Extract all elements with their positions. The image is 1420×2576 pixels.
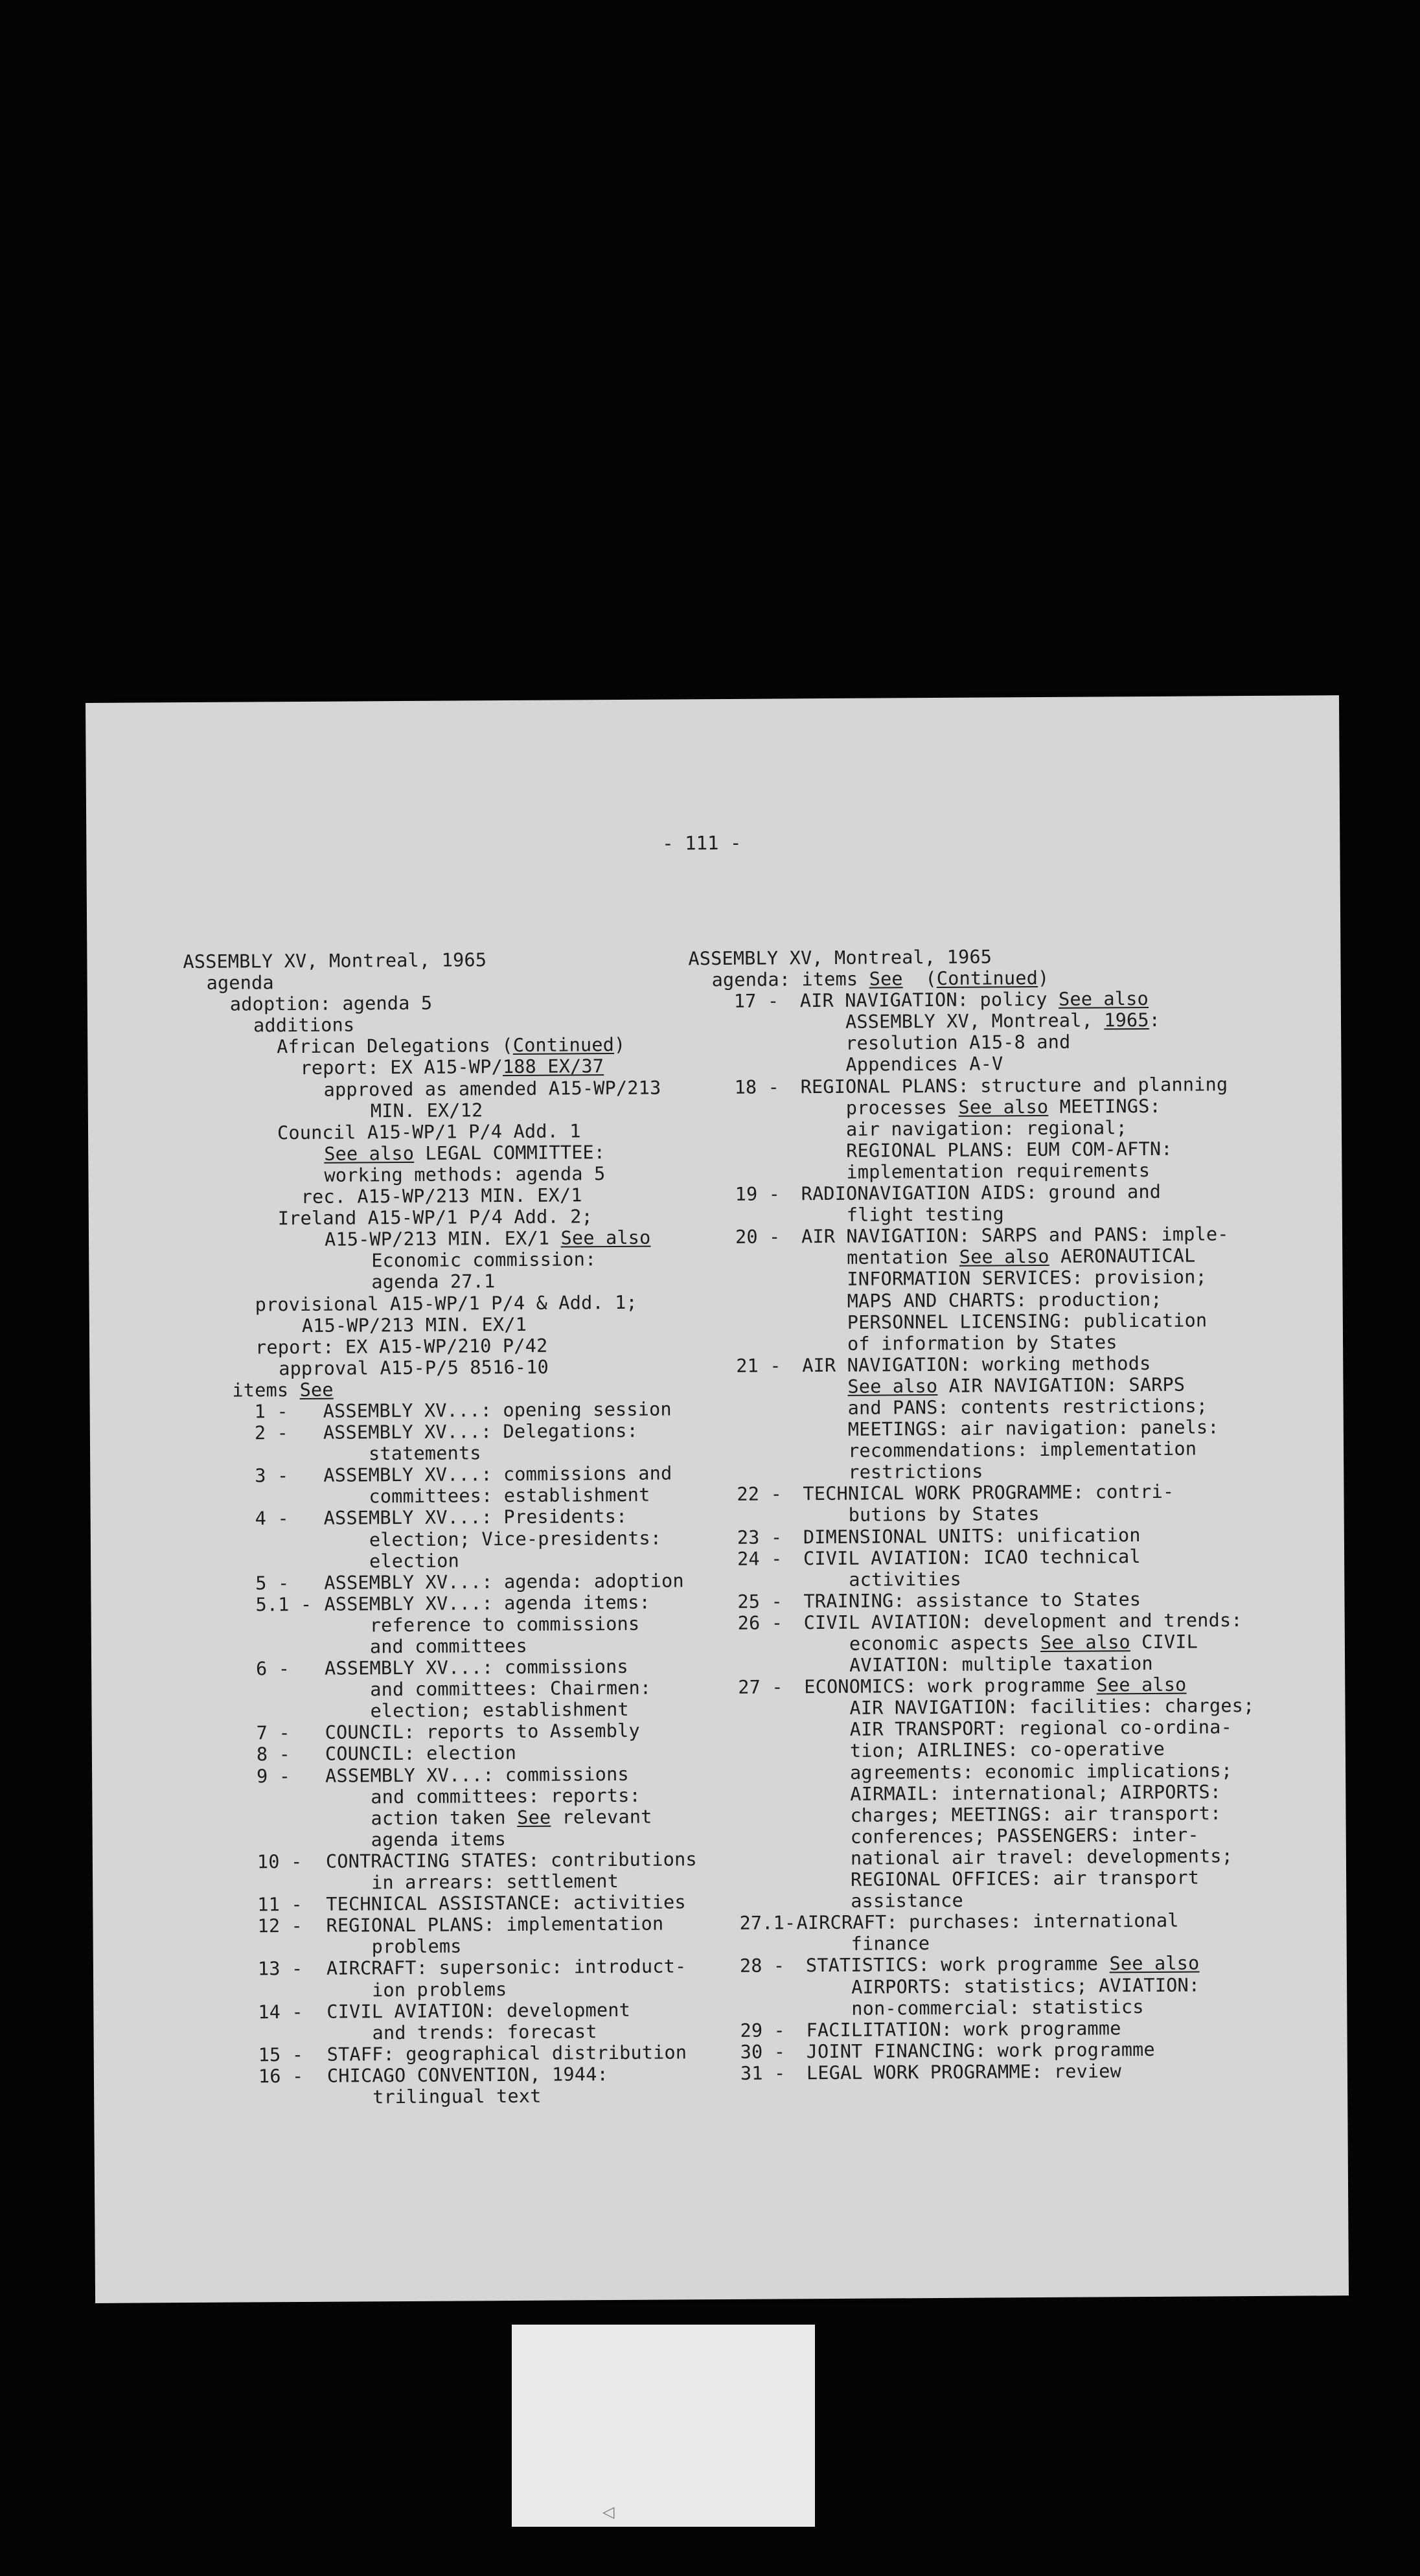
entry-text: AIR TRANSPORT: regional co-ordina- (849, 1716, 1232, 1741)
entry-text: See also LEGAL COMMITTEE: (324, 1141, 606, 1165)
item-number: 25 - (737, 1591, 783, 1613)
entry-text: tion; AIRLINES: co-operative (849, 1738, 1165, 1762)
entry-text: agenda: items See (Continued) (711, 967, 1049, 991)
underlined-reference: Continued (936, 967, 1038, 990)
index-line (189, 1934, 746, 1959)
entry-text: economic aspects See also CIVIL (849, 1631, 1198, 1655)
index-line (189, 1977, 746, 2001)
entry-text: TRAINING: assistance to States (803, 1588, 1141, 1613)
paper-slip (512, 2325, 815, 2527)
entry-text: AIR NAVIGATION: SARPS and PANS: imple- (801, 1223, 1229, 1248)
entry-text: activities (849, 1568, 961, 1591)
item-number: 9 - (257, 1765, 291, 1787)
index-line (188, 1762, 745, 1787)
index-line (189, 1955, 746, 1980)
index-line (689, 1073, 1298, 1098)
item-number (255, 1546, 324, 1547)
item-number: 1 - (254, 1401, 288, 1423)
entry-text: and committees: reports: (371, 1784, 641, 1808)
item-number (739, 1886, 805, 1887)
entry-text: flight testing (846, 1203, 1004, 1226)
index-line (185, 1355, 742, 1380)
entry-text: and trends: forecast (372, 2020, 597, 2044)
item-number (257, 1825, 326, 1826)
underlined-reference: See (869, 968, 903, 990)
item-number: 8 - (256, 1743, 291, 1765)
index-line (187, 1548, 744, 1572)
entry-text: A15-WP/213 MIN. EX/1 (301, 1313, 527, 1337)
item-number (257, 1803, 325, 1804)
item-number: 2 - (254, 1422, 289, 1444)
entry-text: AIR NAVIGATION: working methods (802, 1352, 1151, 1377)
entry-text: ASSEMBLY XV, Montreal, 1965 (183, 949, 487, 973)
index-line (188, 1806, 745, 1830)
underlined-reference: See also (1040, 1631, 1130, 1654)
entry-text: JOINT FINANCING: work programme (806, 2038, 1155, 2063)
item-number (257, 1889, 326, 1890)
entry-text: Council A15-WP/1 P/4 Add. 1 (277, 1120, 581, 1144)
entry-text: REGIONAL PLANS: EUM COM-AFTN: (846, 1138, 1173, 1162)
entry-text: of information by States (847, 1331, 1117, 1355)
item-number: 7 - (256, 1722, 290, 1744)
index-line (183, 1012, 740, 1037)
item-number: 17 - (733, 990, 779, 1013)
entry-text: A15-WP/213 MIN. EX/1 See also (324, 1226, 651, 1250)
entry-text: AIRMAIL: international; AIRPORTS: (850, 1780, 1222, 1805)
page-number: - 111 - (662, 831, 742, 855)
index-line (184, 1076, 741, 1101)
item-number: 18 - (734, 1076, 780, 1098)
item-number: 27.1- (739, 1912, 796, 1935)
entry-text: approval A15-P/5 8516-10 (279, 1356, 549, 1379)
entry-text: items See (232, 1379, 334, 1401)
item-number (737, 1522, 803, 1523)
index-line (189, 2019, 746, 2044)
index-line (189, 1870, 746, 1894)
right-column (688, 945, 1304, 2085)
entry-text: DIMENSIONAL UNITS: unification (803, 1524, 1141, 1548)
entry-text: AIR NAVIGATION: policy See also (799, 988, 1149, 1012)
index-line (693, 1716, 1302, 1742)
item-number (738, 1650, 804, 1651)
item-number (740, 2015, 806, 2016)
index-line (186, 1462, 743, 1487)
item-number: 12 - (257, 1915, 303, 1937)
entry-text: election (369, 1550, 460, 1572)
item-number: 14 - (258, 2001, 303, 2023)
item-number: 5.1 - (255, 1593, 312, 1616)
item-number: 3 - (255, 1465, 289, 1487)
item-number (736, 1350, 802, 1351)
item-number (739, 1800, 805, 1801)
index-line (693, 1780, 1302, 1806)
item-number (735, 1157, 801, 1158)
entry-text: AVIATION: multiple taxation (849, 1653, 1153, 1676)
item-number (739, 1715, 805, 1716)
entry-text: REGIONAL PLANS: implementation (326, 1913, 664, 1937)
entry-text: in arrears: settlement (371, 1870, 619, 1894)
slip-mark: ◁ (602, 2503, 615, 2521)
entry-text: ASSEMBLY XV...: agenda: adoption (324, 1570, 684, 1594)
entry-text: agenda 27.1 (371, 1271, 496, 1293)
entry-text: and committees (369, 1635, 528, 1658)
entry-text: report: EX A15-WP/188 EX/37 (300, 1055, 604, 1079)
entry-text: REGIONAL PLANS: structure and planning (800, 1073, 1228, 1098)
entry-text: charges; MEETINGS: air transport: (850, 1802, 1222, 1826)
entry-text: TECHNICAL WORK PROGRAMME: contri- (803, 1481, 1174, 1505)
entry-text: COUNCIL: election (325, 1742, 517, 1765)
entry-text: CIVIL AVIATION: development and trends: (803, 1609, 1242, 1634)
entry-text: problems (371, 1935, 462, 1958)
index-line (188, 1741, 745, 1765)
underlined-reference: See (299, 1379, 334, 1401)
underlined-reference: See also (560, 1226, 651, 1249)
item-number: 23 - (737, 1526, 783, 1548)
entry-text: LEGAL WORK PROGRAMME: review (806, 2060, 1122, 2084)
item-number (736, 1307, 802, 1308)
entry-text: See also AIR NAVIGATION: SARPS (847, 1374, 1185, 1397)
item-number: 28 - (739, 1955, 785, 1977)
entry-text: and PANS: contents restrictions; (847, 1395, 1208, 1419)
item-number: 19 - (735, 1183, 781, 1205)
item-number (737, 1479, 803, 1480)
entry-text: trilingual text (372, 2085, 542, 2108)
index-line (693, 1609, 1301, 1634)
index-line (187, 1570, 744, 1594)
index-line (691, 1416, 1300, 1442)
underlined-reference: Continued (512, 1034, 615, 1057)
entry-text: AIR NAVIGATION: facilities: charges; (849, 1695, 1255, 1719)
entry-text: committees: establishment (369, 1484, 650, 1508)
item-number (734, 1050, 800, 1051)
entry-text: RADIONAVIGATION AIDS: ground and (801, 1180, 1162, 1205)
entry-text: AIRCRAFT: supersonic: introduct- (326, 1955, 687, 1980)
item-number: 15 - (258, 2043, 304, 2066)
item-number: 13 - (257, 1958, 303, 1980)
item-number (736, 1286, 802, 1287)
item-number (737, 1457, 803, 1458)
underlined-reference: See also (958, 1096, 1049, 1118)
entry-text: election; Vice-presidents: (369, 1527, 662, 1550)
entry-text: approved as amended A15-WP/213 (323, 1077, 661, 1101)
index-line (186, 1398, 743, 1423)
entry-text: Economic commission: (371, 1248, 597, 1272)
item-number (737, 1414, 803, 1415)
entry-text: mentation See also AERONAUTICAL (847, 1245, 1196, 1269)
index-line (189, 1827, 746, 1852)
entry-text: rec. A15-WP/213 MIN. EX/1 (301, 1184, 582, 1208)
entry-text: MEETINGS: air navigation: panels: (847, 1416, 1219, 1440)
item-number (256, 1653, 325, 1654)
index-line (694, 1845, 1303, 1870)
entry-text: PERSONNEL LICENSING: publication (847, 1309, 1208, 1333)
index-line (186, 1441, 743, 1466)
item-number (739, 1779, 805, 1780)
entry-text: adoption: agenda 5 (229, 992, 433, 1015)
item-number: 30 - (740, 2041, 786, 2063)
item-number (257, 1846, 326, 1847)
item-number: 20 - (735, 1226, 781, 1248)
item-number: 27 - (738, 1676, 783, 1699)
index-line (690, 1223, 1299, 1248)
index-line (184, 1162, 741, 1187)
item-number: 5 - (255, 1572, 290, 1594)
entry-text: and committees: Chairmen: (370, 1677, 652, 1701)
entry-text: AIRCRAFT: purchases: international (796, 1909, 1179, 1934)
item-number: 16 - (258, 2065, 304, 2087)
entry-text: STATISTICS: work programme See also (805, 1952, 1200, 1977)
entry-text: implementation requirements (846, 1159, 1151, 1183)
underlined-reference: See also (1109, 1952, 1200, 1975)
index-line (187, 1526, 744, 1551)
entry-text: ASSEMBLY XV...: Delegations: (323, 1420, 639, 1443)
index-line (184, 1120, 741, 1144)
index-line (183, 948, 740, 972)
item-number: 10 - (257, 1850, 303, 1873)
entry-text: CHICAGO CONVENTION, 1944: (326, 2063, 609, 2087)
index-line (183, 1033, 740, 1058)
index-line (183, 1055, 740, 1079)
entry-text: finance (851, 1933, 930, 1955)
entry-text: non-commercial: statistics (851, 1995, 1144, 2019)
entry-text: report: EX A15-WP/210 P/42 (255, 1335, 548, 1359)
index-line (184, 1141, 741, 1166)
item-number (256, 1696, 325, 1697)
index-line (187, 1591, 744, 1616)
index-line (695, 2059, 1304, 2084)
underlined-reference: See also (1058, 988, 1149, 1011)
underlined-reference: See also (847, 1375, 938, 1397)
item-number: 11 - (257, 1894, 303, 1916)
index-line (189, 1848, 746, 1873)
index-line (183, 969, 740, 994)
index-line (185, 1377, 742, 1401)
entry-text: election; establishment (370, 1699, 629, 1722)
index-line (187, 1655, 744, 1680)
index-line (185, 1334, 742, 1359)
entry-text: Appendices A-V (845, 1053, 1003, 1076)
entry-text: ASSEMBLY XV, Montreal, 1965: (845, 1009, 1161, 1033)
entry-text: Ireland A15-WP/1 P/4 Add. 2; (277, 1206, 593, 1230)
entry-text: air navigation: regional; (845, 1116, 1128, 1140)
entry-text: ASSEMBLY XV, Montreal, 1965 (688, 946, 992, 970)
index-line (190, 2063, 747, 2087)
item-number: 4 - (255, 1508, 289, 1530)
entry-text: assistance (851, 1889, 964, 1912)
entry-text: butions by States (848, 1503, 1040, 1526)
index-line (187, 1677, 744, 1701)
entry-text: recommendations: implementation (847, 1438, 1197, 1462)
entry-text: conferences; PASSENGERS: inter- (850, 1824, 1199, 1848)
index-line (189, 1998, 746, 2023)
entry-text: CONTRACTING STATES: contributions (325, 1848, 697, 1872)
entry-text: ASSEMBLY XV...: commissions (325, 1656, 628, 1679)
item-number: 26 - (737, 1612, 783, 1634)
item-number (737, 1586, 803, 1587)
entry-text: African Delegations (Continued) (277, 1034, 626, 1058)
item-number: 31 - (740, 2062, 786, 2084)
underlined-reference: See (517, 1806, 551, 1828)
entry-text: COUNCIL: reports to Assembly (325, 1720, 640, 1744)
index-line (189, 1913, 746, 1937)
index-line (186, 1420, 743, 1444)
item-number: 22 - (737, 1483, 783, 1506)
entry-text: MAPS AND CHARTS: production; (847, 1288, 1162, 1312)
index-line (187, 1634, 744, 1659)
item-number (255, 1503, 324, 1504)
item-number (739, 1843, 805, 1844)
index-line (186, 1484, 743, 1508)
entry-text: TECHNICAL ASSISTANCE: activities (326, 1891, 686, 1915)
index-line (187, 1505, 744, 1530)
left-column (183, 948, 747, 2109)
entry-text: reference to commissions (369, 1613, 640, 1637)
entry-text: provisional A15-WP/1 P/4 & Add. 1; (255, 1291, 637, 1315)
entry-text: additions (253, 1014, 355, 1037)
entry-text: processes See also MEETINGS: (845, 1095, 1161, 1119)
index-line (185, 1226, 742, 1251)
entry-text: CIVIL AVIATION: development (326, 1999, 631, 2023)
index-line (185, 1291, 742, 1315)
item-number (739, 1736, 805, 1737)
entry-text: ASSEMBLY XV...: commissions and (323, 1462, 672, 1487)
entry-text: national air travel: developments; (850, 1845, 1233, 1869)
entry-text: agenda (206, 972, 274, 994)
index-line (183, 991, 740, 1015)
entry-text: INFORMATION SERVICES: provision; (847, 1266, 1208, 1291)
underlined-reference: 188 EX/37 (502, 1055, 604, 1078)
item-number (739, 1907, 805, 1908)
entry-text: ion problems (372, 1978, 507, 2001)
entry-text: restrictions (848, 1460, 983, 1484)
item-number (258, 2039, 327, 2040)
item-number (256, 1632, 325, 1633)
item-number (255, 1460, 323, 1461)
index-line (190, 2084, 747, 2109)
index-line (188, 1719, 745, 1744)
index-line (185, 1184, 742, 1208)
entry-text: action taken See relevant (371, 1806, 652, 1830)
entry-text: REGIONAL OFFICES: air transport (851, 1867, 1200, 1891)
entry-text: CIVIL AVIATION: ICAO technical (803, 1545, 1141, 1569)
underlined-reference: See also (1096, 1673, 1187, 1696)
index-line (185, 1248, 742, 1272)
item-number (735, 1221, 801, 1222)
entry-text: AIRPORTS: statistics; AVIATION: (851, 1974, 1200, 1998)
underlined-reference: See also (959, 1246, 1049, 1269)
document-page (86, 695, 1349, 2303)
index-line (187, 1698, 744, 1723)
entry-text: ASSEMBLY XV...: Presidents: (323, 1506, 628, 1530)
index-line (185, 1312, 742, 1337)
index-line (185, 1205, 742, 1230)
underlined-reference: 1965 (1104, 1009, 1149, 1031)
entry-text: ASSEMBLY XV...: agenda items: (324, 1591, 651, 1615)
index-line (184, 1098, 741, 1122)
index-line (188, 1784, 745, 1808)
index-line (693, 1802, 1302, 1827)
entry-text: STAFF: geographical distribution (326, 2041, 687, 2065)
entry-text: FACILITATION: work programme (806, 2017, 1121, 2041)
underlined-reference: See also (324, 1142, 415, 1165)
item-number (737, 1393, 803, 1394)
entry-text: working methods: agenda 5 (324, 1163, 606, 1186)
entry-text: MIN. EX/12 (370, 1099, 483, 1121)
item-number: 21 - (736, 1355, 781, 1377)
index-line (693, 1759, 1302, 1784)
index-line (189, 1891, 746, 1916)
item-number (258, 1996, 326, 1997)
item-number (255, 1567, 324, 1568)
item-number (258, 1953, 326, 1954)
index-line (185, 1269, 742, 1294)
item-number (739, 1822, 805, 1823)
entry-text: ECONOMICS: work programme See also (804, 1673, 1187, 1698)
entry-text: agreements: economic implications; (850, 1759, 1233, 1784)
item-number: 6 - (256, 1658, 290, 1680)
entry-text: resolution A15-8 and (845, 1031, 1071, 1055)
entry-text: statements (368, 1442, 481, 1465)
entry-text: agenda items (371, 1828, 507, 1851)
index-line (190, 2041, 747, 2066)
item-number: 29 - (740, 2019, 786, 2041)
item-number (735, 1114, 801, 1115)
index-line (187, 1613, 744, 1637)
entry-text: ASSEMBLY XV...: opening session (323, 1398, 672, 1422)
entry-text: ASSEMBLY XV...: commissions (325, 1763, 629, 1787)
item-number: 24 - (737, 1548, 783, 1570)
